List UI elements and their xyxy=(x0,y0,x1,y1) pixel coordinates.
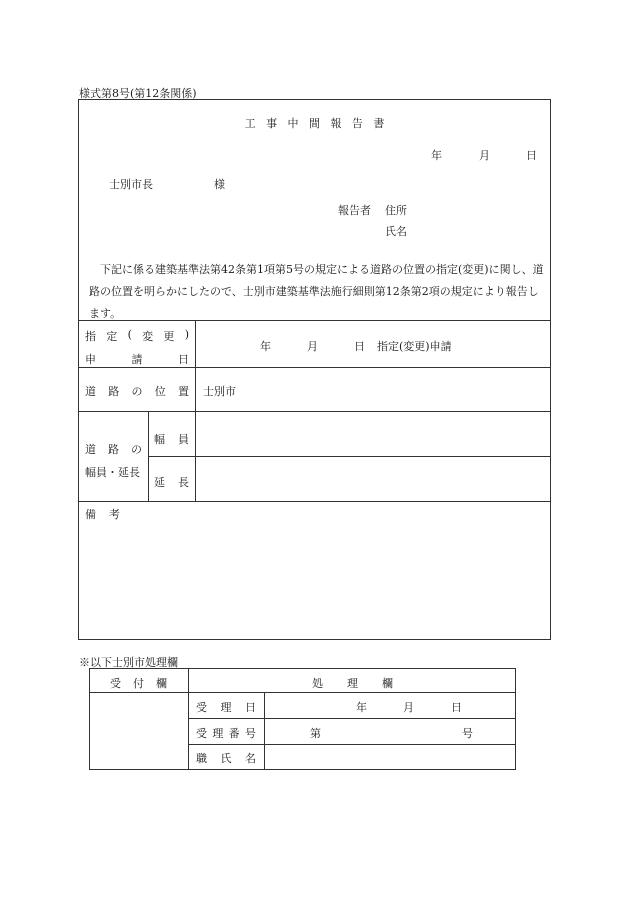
receipt-month: 月 xyxy=(403,701,414,714)
processing-header: 処 理 欄 xyxy=(312,677,393,690)
form-title: 工事中間報告書 xyxy=(244,117,395,130)
receipt-day: 日 xyxy=(451,701,462,714)
reporter-address-label: 住所 xyxy=(385,204,407,217)
office-use-table xyxy=(89,668,516,770)
date-day-label: 日 xyxy=(526,149,537,162)
receipt-date-label: 受 理 日 xyxy=(196,701,256,714)
reception-header: 受 付 欄 xyxy=(110,677,167,690)
application-date-label-line1: 指 定 ( 変 更 ) xyxy=(85,328,189,343)
road-location-label: 道 路 の 位 置 xyxy=(85,385,189,398)
date-month-label: 月 xyxy=(479,149,490,162)
receipt-year: 年 xyxy=(356,701,367,714)
date-year-label: 年 xyxy=(431,149,442,162)
road-width-label: 幅 員 xyxy=(154,433,189,446)
remarks-label: 備 考 xyxy=(85,508,120,521)
report-form xyxy=(78,99,551,640)
road-location-value: 士別市 xyxy=(203,385,236,398)
office-use-title: ※以下士別市処理欄 xyxy=(79,656,178,669)
report-body-text: 下記に係る建築基準法第42条第1項第5号の規定による道路の位置の指定(変更)に関し、道路の位置を明らかにしたので、士別市建築基準法施行細則第12条第2項の規定により報告します。 xyxy=(89,263,544,320)
addressee-honorific: 様 xyxy=(214,178,225,191)
reporter-name-label: 氏名 xyxy=(385,225,407,238)
application-date-label-line2: 申 請 日 xyxy=(85,353,189,366)
reporter-label: 報告者 xyxy=(338,204,371,217)
receipt-number-label: 受 理 番 号 xyxy=(196,727,256,740)
form-number-label: 様式第8号(第12条関係) xyxy=(79,87,197,100)
road-size-label-line1: 道 路 の xyxy=(85,443,142,456)
application-month: 月 xyxy=(307,340,318,353)
receipt-number-suffix: 号 xyxy=(462,727,473,740)
road-size-label-line2: 幅員・延長 xyxy=(85,466,140,479)
road-length-label: 延 長 xyxy=(154,476,189,489)
application-year: 年 xyxy=(260,340,271,353)
application-type: 指定(変更)申請 xyxy=(377,340,452,353)
receipt-number-prefix: 第 xyxy=(310,727,321,740)
addressee-name: 士別市長 xyxy=(109,178,153,191)
staff-name-label: 職 氏 名 xyxy=(196,752,256,765)
application-day: 日 xyxy=(354,340,365,353)
